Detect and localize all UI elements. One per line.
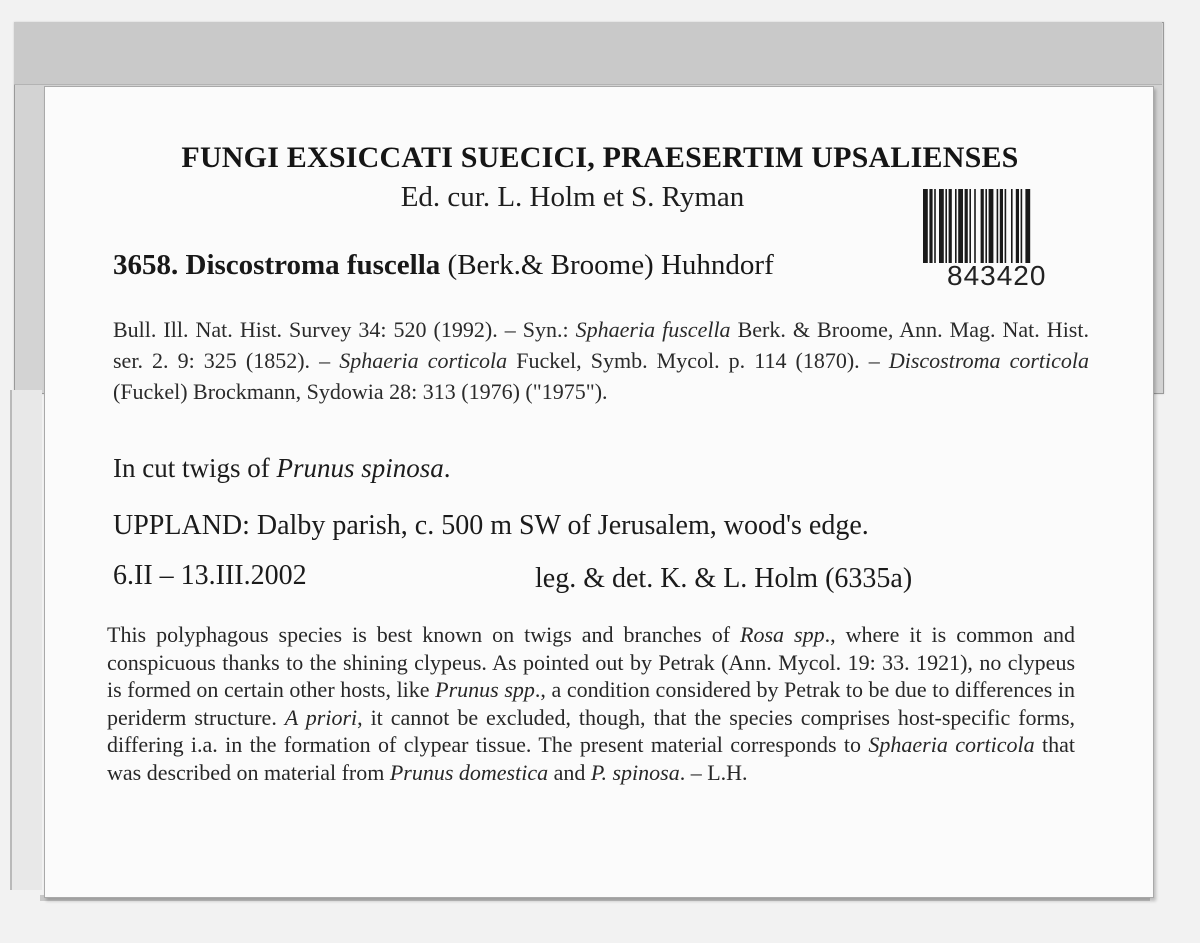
- barcode-number: 843420: [947, 260, 1047, 291]
- barcode-bar: [1000, 189, 1003, 263]
- barcode-bar: [934, 189, 936, 263]
- barcode-bar: [965, 189, 968, 263]
- folder-edge: [10, 390, 42, 890]
- barcode-bar: [958, 189, 963, 263]
- barcode-bar: [985, 189, 987, 263]
- barcode-bar: [969, 189, 971, 263]
- habitat-text: In cut twigs of Prunus spinosa.: [113, 453, 451, 483]
- collector-text: leg. & det. K. & L. Holm (6335a): [535, 563, 913, 594]
- barcode-bar: [939, 189, 944, 263]
- barcode-icon: [921, 189, 1087, 267]
- barcode-bar: [997, 189, 999, 263]
- barcode-bar: [1016, 189, 1019, 263]
- barcode-bar: [1005, 189, 1007, 263]
- barcode-bar: [923, 189, 928, 263]
- barcode-bar: [929, 189, 932, 263]
- barcode-bar: [1011, 189, 1013, 263]
- exsiccata-number: 3658.: [113, 249, 179, 281]
- barcode-bar: [1025, 189, 1030, 263]
- editors-line: Ed. cur. L. Holm et S. Ryman: [400, 181, 745, 213]
- species-heading: [113, 249, 774, 282]
- species-name: Discostroma fuscella: [185, 249, 441, 281]
- locality-text: UPPLAND: Dalby parish, c. 500 m SW of Jerusalem, wood's edge.: [113, 510, 869, 541]
- barcode-bar: [955, 189, 957, 263]
- barcode-bar: [974, 189, 976, 263]
- taxonomic-note: This polyphagous species is best known on twigs and branches of Rosa spp., where it is common and conspicuous thanks to the shining clypeus. As pointed out by Petrak (Ann. Mycol. 19: 33. 1921), no clypeus is formed on certain other hosts, like Prunus spp., a condition considered by Petrak to be due to differences in periderm structure. A priori, it cannot be excluded, though, that the species comprises host-specific forms, differing i.a. in the formation of clypear tissue. The present material corresponds to Sphaeria corticola that was described on material from Prunus domestica and P. spinosa. – L.H.: [107, 622, 1076, 785]
- barcode-bar: [949, 189, 952, 263]
- barcode-bar: [945, 189, 947, 263]
- collection-date: 6.II – 13.III.2002: [113, 560, 307, 591]
- barcode-bar: [989, 189, 994, 263]
- barcode-bar: [1021, 189, 1023, 263]
- series-title: FUNGI EXSICCATI SUECICI, PRAESERTIM UPSALIENSES: [181, 141, 1019, 174]
- synonymy-text: Bull. Ill. Nat. Hist. Survey 34: 520 (1992). – Syn.: Sphaeria fuscella Berk. & Broome, Ann. Mag. Nat. Hist. ser. 2. 9: 325 (1852). – Sphaeria corticola Fuckel, Symb. Mycol. p. 114 (1870). – Discostroma corticola (Fuckel) Brockmann, Sydowia 28: 313 (1976) ("1975").: [113, 317, 1090, 404]
- specimen-label: [44, 86, 1154, 898]
- folder-top-band: [14, 22, 1162, 85]
- species-authority: (Berk.& Broome) Huhndorf: [447, 249, 774, 281]
- barcode-bar: [981, 189, 984, 263]
